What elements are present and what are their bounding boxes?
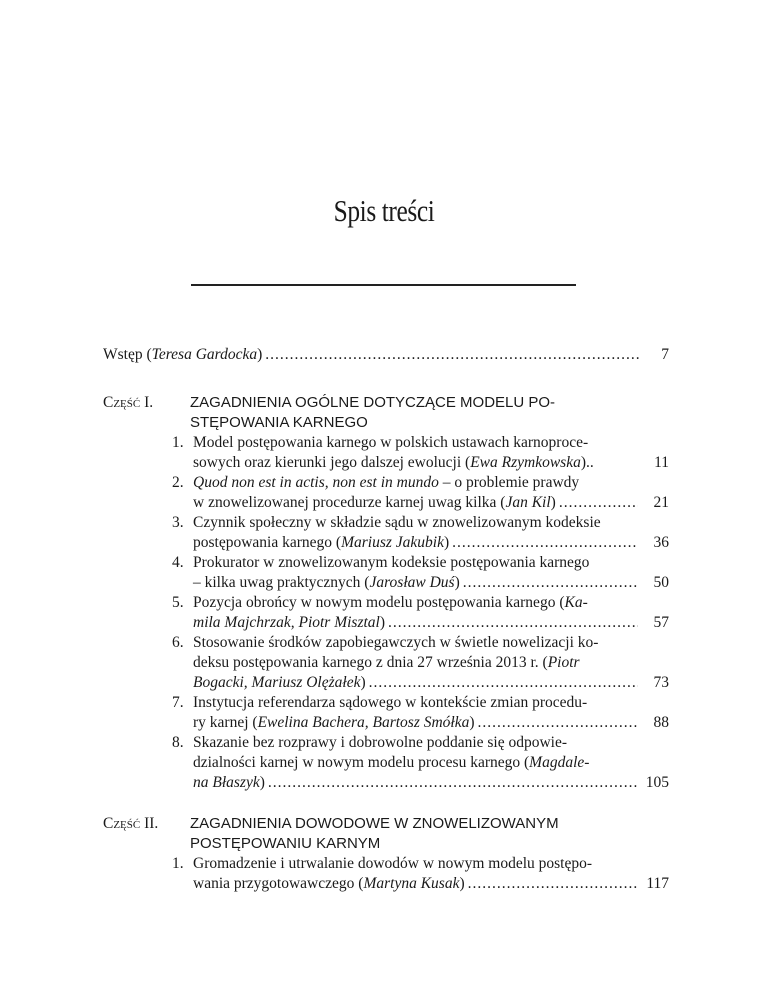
page-number: 105: [645, 774, 669, 791]
entry-text: mila Majchrzak, Piotr Misztal) .....: [193, 613, 641, 633]
entry-number: 6.: [172, 634, 184, 651]
entry-text: wania przygotowawczego (Martyna Kusak) .....: [193, 874, 641, 894]
title-rule: [191, 284, 576, 286]
page-number: 117: [646, 875, 669, 892]
entry-text: dzialności karnej w nowym modelu procesu karnego (Magdale-: [193, 754, 590, 771]
entry-number: 1.: [172, 855, 184, 872]
part-title: ZAGADNIENIA DOWODOWE W ZNOWELIZOWANYM: [190, 815, 559, 832]
part-label: Część II.: [103, 815, 159, 832]
part-title: ZAGADNIENIA OGÓLNE DOTYCZĄCE MODELU PO-: [190, 394, 556, 411]
entry-text: Czynnik społeczny w składzie sądu w znowelizowanym kodeksie: [193, 514, 601, 531]
entry-text: Pozycja obrońcy w nowym modelu postępowania karnego (Ka-: [193, 594, 588, 611]
entry-text: Stosowanie środków zapobiegawczych w świetle nowelizacji ko-: [193, 634, 599, 651]
entry-text: Model postępowania karnego w polskich ustawach karnoproce-: [193, 434, 589, 451]
toc-intro: Wstęp (Teresa Gardocka) .....: [103, 345, 643, 365]
page-number: 21: [653, 494, 669, 511]
page-number: 7: [661, 346, 669, 363]
entry-text: ry karnej (Ewelina Bachera, Bartosz Smółka) .....: [193, 713, 641, 733]
entry-text: Instytucja referendarza sądowego w kontekście zmian procedu-: [193, 694, 588, 711]
entry-number: 2.: [172, 474, 184, 491]
page-number: 11: [654, 454, 669, 471]
entry-text: sowych oraz kierunki jego dalszej ewolucji (Ewa Rzymkowska)..: [193, 454, 594, 471]
entry-text: deksu postępowania karnego z dnia 27 września 2013 r. (Piotr: [193, 654, 580, 671]
page-number: 73: [653, 674, 669, 691]
page-number: 50: [653, 574, 669, 591]
entry-text: na Błaszyk) .....: [193, 773, 641, 793]
page-number: 36: [653, 534, 669, 551]
entry-text: – kilka uwag praktycznych (Jarosław Duś) .....: [193, 573, 641, 593]
page-number: 57: [653, 614, 669, 631]
entry-text: Gromadzenie i utrwalanie dowodów w nowym modelu postępo-: [193, 855, 593, 872]
page-title: Spis treści: [333, 193, 435, 228]
entry-number: 5.: [172, 594, 184, 611]
entry-number: 8.: [172, 734, 184, 751]
page-number: 88: [653, 714, 669, 731]
entry-number: 4.: [172, 554, 184, 571]
part-title: STĘPOWANIA KARNEGO: [190, 414, 368, 431]
part-label: Część I.: [103, 394, 154, 411]
entry-text: Skazanie bez rozprawy i dobrowolne poddanie się odpowie-: [193, 734, 568, 751]
part-title: POSTĘPOWANIU KARNYM: [190, 835, 381, 852]
entry-number: 3.: [172, 514, 184, 531]
entry-text: Bogacki, Mariusz Olężałek) .....: [193, 673, 641, 693]
entry-number: 7.: [172, 694, 184, 711]
entry-text: Quod non est in actis, non est in mundo – o problemie prawdy: [193, 474, 580, 491]
entry-number: 1.: [172, 434, 184, 451]
entry-text: w znowelizowanej procedurze karnej uwag kilka (Jan Kil) .....: [193, 493, 641, 513]
entry-text: postępowania karnego (Mariusz Jakubik) .....: [193, 533, 641, 553]
entry-text: Prokurator w znowelizowanym kodeksie postępowania karnego: [193, 554, 590, 571]
